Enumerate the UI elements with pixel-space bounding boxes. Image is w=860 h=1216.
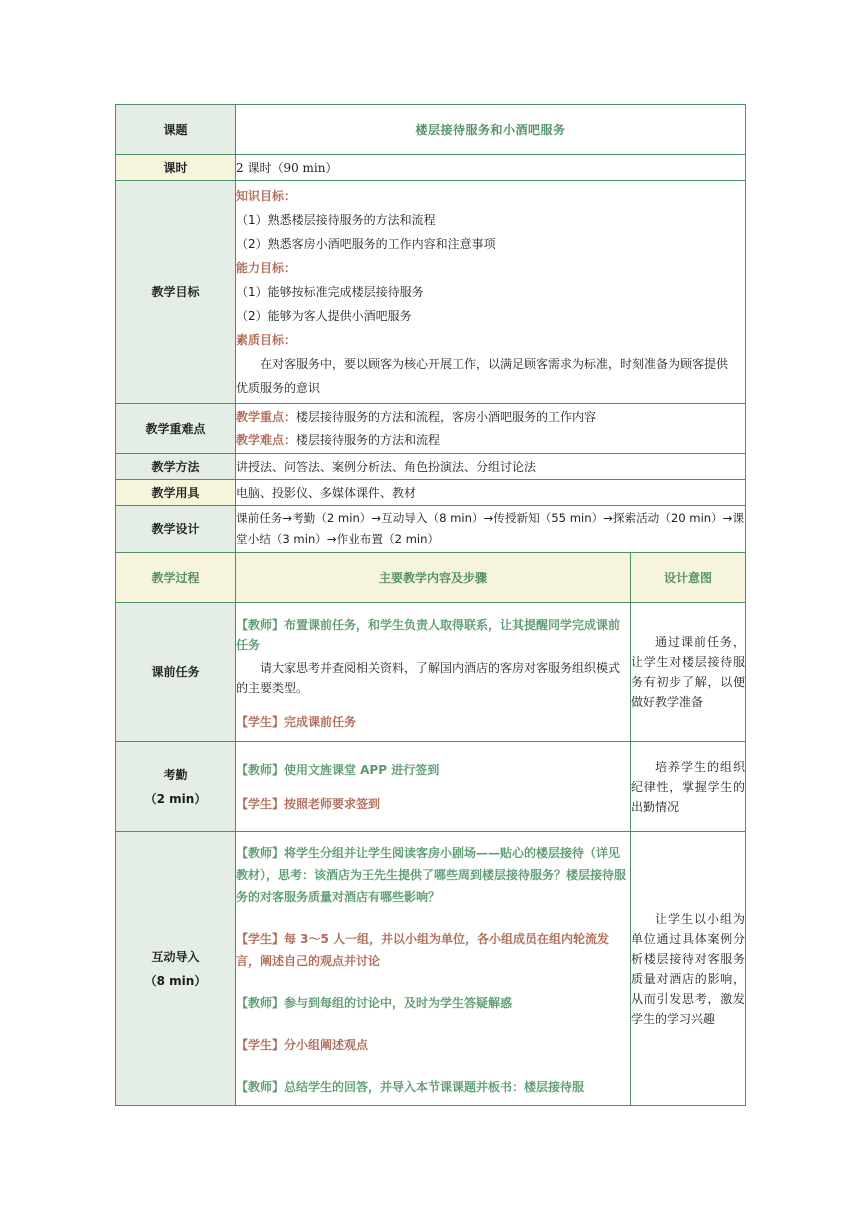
design-intent: 通过课前任务，让学生对楼层接待服务有初步了解，以便做好教学准备	[631, 603, 746, 742]
stage-row-attendance	[116, 742, 746, 832]
design-label: 教学设计	[116, 506, 236, 553]
lesson-plan-table	[115, 104, 746, 1106]
ability-goal-title: 能力目标：	[236, 261, 297, 275]
difficult-point-text: 楼层接待服务的方法和流程	[296, 432, 441, 447]
header-intent: 设计意图	[631, 553, 746, 603]
student-step: 【学生】分小组阐述观点	[236, 1038, 369, 1052]
lesson-title: 楼层接待服务和小酒吧服务	[236, 105, 746, 155]
tools-label: 教学用具	[116, 480, 236, 506]
student-step: 【学生】完成课前任务	[236, 715, 357, 729]
hours-value: 2 课时（90 min）	[236, 155, 746, 181]
stage-label: 考勤	[163, 767, 188, 782]
header-process: 教学过程	[116, 553, 236, 603]
keypoints-row	[116, 404, 746, 454]
teacher-step: 【教师】总结学生的回答，并导入本节课课题并板书：楼层接待服	[236, 1080, 585, 1094]
quality-goal-title: 素质目标：	[236, 333, 297, 347]
key-point-text: 楼层接待服务的方法和流程，客房小酒吧服务的工作内容	[296, 409, 597, 424]
stage-time: （8 min）	[144, 973, 207, 988]
stage-row-interactive-intro	[116, 832, 746, 1106]
design-row	[116, 506, 746, 553]
teacher-step: 【教师】使用文旌课堂 APP 进行签到	[236, 762, 440, 777]
hours-label: 课时	[116, 155, 236, 181]
stage-time: （2 min）	[144, 791, 207, 806]
topic-label: 课题	[116, 105, 236, 155]
design-intent: 让学生以小组为单位通过具体案例分析楼层接待对客服务质量对酒店的影响，从而引发思考，激发学生的学习兴趣	[631, 832, 746, 1106]
design-value: 课前任务→考勤（2 min）→互动导入（8 min）→传授新知（55 min）→探索活动（20 min）→课堂小结（3 min）→作业布置（2 min）	[236, 506, 746, 553]
methods-label: 教学方法	[116, 454, 236, 480]
keypoints-label: 教学重难点	[116, 404, 236, 454]
methods-value: 讲授法、问答法、案例分析法、角色扮演法、分组讨论法	[236, 454, 746, 480]
goals-label: 教学目标	[116, 181, 236, 404]
topic-row	[116, 105, 746, 155]
teacher-step: 【教师】将学生分组并让学生阅读客房小剧场——贴心的楼层接待（详见教材），思考：该酒店为王先生提供了哪些周到楼层接待服务？楼层接待服务的对客服务质量对酒店有哪些影响？	[236, 846, 627, 904]
goals-row	[116, 181, 746, 404]
knowledge-goal-title: 知识目标：	[236, 189, 297, 203]
quality-goal-text: 在对客服务中，要以顾客为核心开展工作，以满足顾客需求为标准，时刻准备为顾客提供优质服务的意识	[236, 357, 729, 395]
knowledge-goal-item: （2）熟悉客房小酒吧服务的工作内容和注意事项	[236, 237, 496, 251]
stage-row-pre-task	[116, 603, 746, 742]
key-point-title: 教学重点：	[236, 409, 297, 424]
tools-value: 电脑、投影仪、多媒体课件、教材	[236, 480, 746, 506]
hours-row	[116, 155, 746, 181]
header-content: 主要教学内容及步骤	[236, 553, 631, 603]
student-step: 【学生】每 3～5 人一组，并以小组为单位，各小组成员在组内轮流发言，阐述自己的观点并讨论	[236, 932, 610, 968]
student-step: 【学生】按照老师要求签到	[236, 796, 381, 811]
stage-label: 课前任务	[116, 603, 236, 742]
ability-goal-item: （2）能够为客人提供小酒吧服务	[236, 309, 412, 323]
methods-row	[116, 454, 746, 480]
difficult-point-title: 教学难点：	[236, 432, 297, 447]
design-intent: 培养学生的组织纪律性，掌握学生的出勤情况	[631, 742, 746, 832]
process-header-row	[116, 553, 746, 603]
stage-label: 互动导入	[151, 949, 200, 964]
task-text: 请大家思考并查阅相关资料，了解国内酒店的客房对客服务组织模式的主要类型。	[236, 661, 621, 695]
teacher-step: 【教师】参与到每组的讨论中，及时为学生答疑解惑	[236, 996, 513, 1010]
ability-goal-item: （1）能够按标准完成楼层接待服务	[236, 285, 424, 299]
teacher-step: 【教师】布置课前任务，和学生负责人取得联系，让其提醒同学完成课前任务	[236, 618, 621, 652]
knowledge-goal-item: （1）熟悉楼层接待服务的方法和流程	[236, 213, 436, 227]
tools-row	[116, 480, 746, 506]
